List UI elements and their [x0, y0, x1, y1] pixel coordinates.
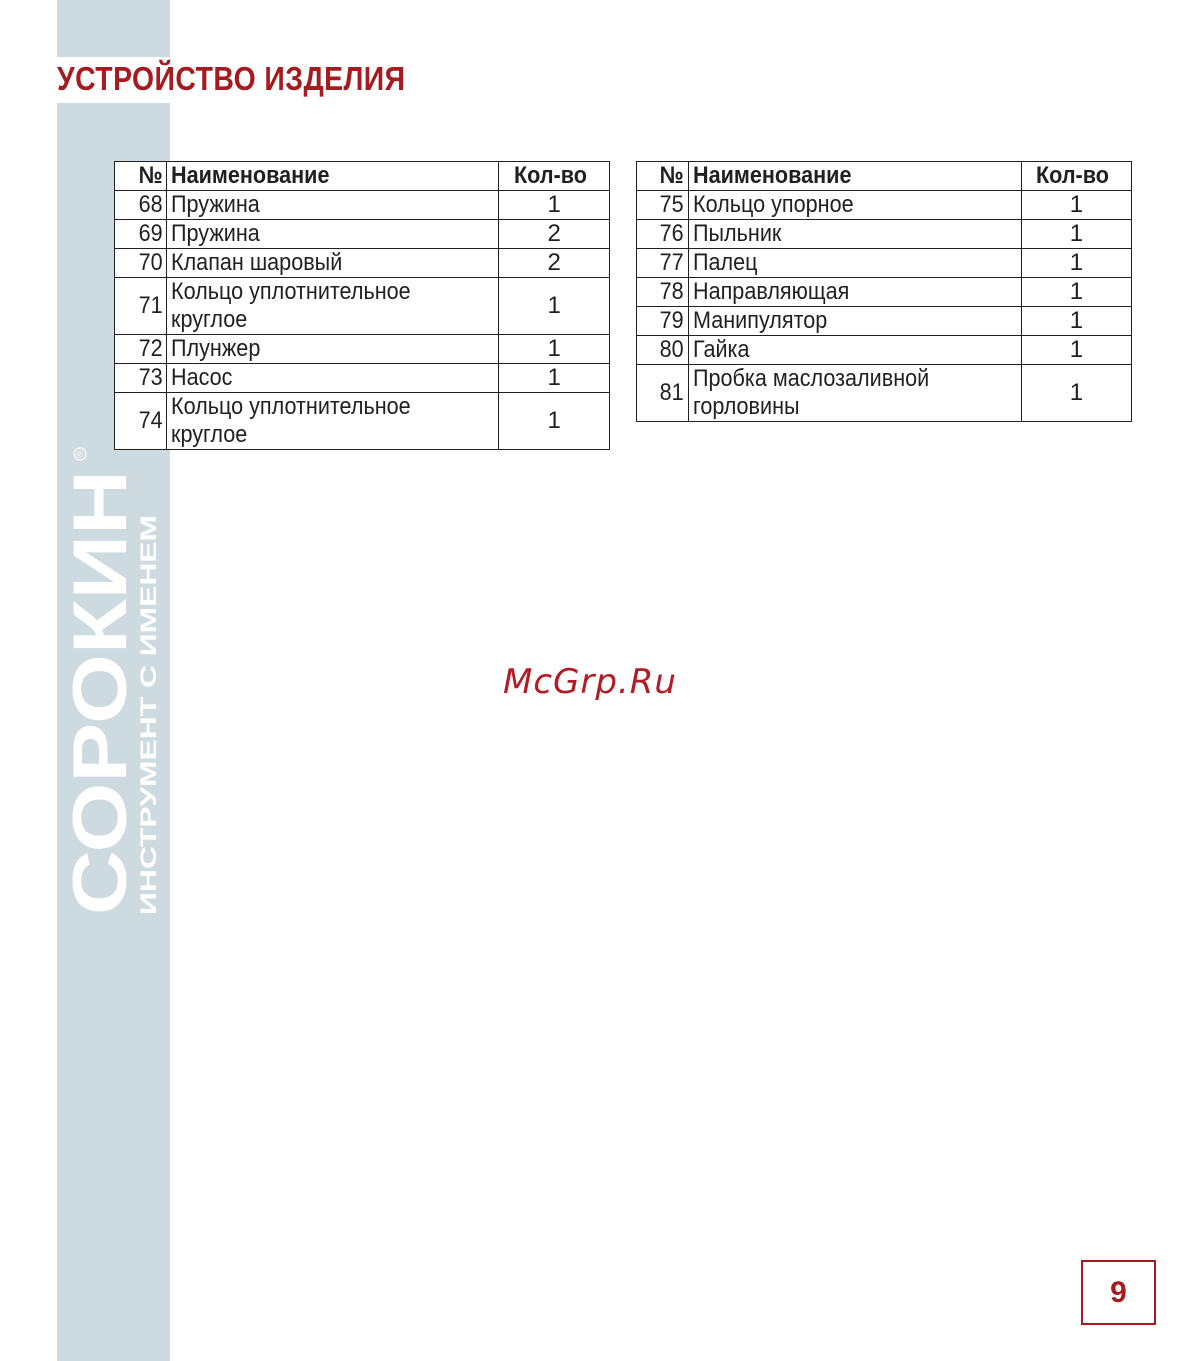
page-title: УСТРОЙСТВО ИЗДЕЛИЯ [57, 60, 406, 97]
table-header-row [637, 162, 1132, 191]
brand-tagline: ИНСТРУМЕНТ С ИМЕНЕМ [136, 638, 161, 915]
row-qty: 1 [1021, 336, 1131, 365]
table-row [115, 364, 610, 393]
row-qty: 2 [499, 220, 610, 249]
watermark-link[interactable]: McGrp.Ru [503, 662, 677, 702]
row-num: 80 [637, 336, 689, 365]
row-qty: 1 [499, 191, 610, 220]
row-name: Кольцо уплотнительное круглое [167, 278, 499, 335]
table-row [115, 249, 610, 278]
row-name: Направляющая [689, 278, 1022, 307]
row-num: 76 [637, 220, 689, 249]
table-row [637, 220, 1132, 249]
row-num: 79 [637, 307, 689, 336]
row-num: 78 [637, 278, 689, 307]
row-name: Манипулятор [689, 307, 1022, 336]
table-row [115, 278, 610, 335]
table-row [115, 220, 610, 249]
row-name: Пыльник [689, 220, 1022, 249]
row-qty: 1 [499, 364, 610, 393]
row-name: Пружина [167, 191, 499, 220]
column-header-num: № [637, 162, 689, 191]
row-name: Гайка [689, 336, 1022, 365]
table-row [637, 365, 1132, 422]
row-qty: 1 [1021, 191, 1131, 220]
brand-logo [66, 440, 166, 920]
column-header-qty: Кол-во [1021, 162, 1131, 191]
row-name: Пробка маслозаливной горловины [689, 365, 1022, 422]
row-num: 75 [637, 191, 689, 220]
parts-table-left [114, 161, 610, 450]
row-qty: 1 [1021, 220, 1131, 249]
page-number: 9 [1081, 1260, 1156, 1325]
table-row [637, 336, 1132, 365]
row-num: 74 [115, 393, 167, 450]
row-num: 81 [637, 365, 689, 422]
table-row [637, 307, 1132, 336]
row-qty: 1 [499, 335, 610, 364]
row-name: Палец [689, 249, 1022, 278]
row-num: 73 [115, 364, 167, 393]
row-qty: 1 [1021, 365, 1131, 422]
brand-name: СОРОКИН [66, 538, 143, 915]
table-row [115, 191, 610, 220]
row-name: Насос [167, 364, 499, 393]
column-header-num: № [115, 162, 167, 191]
row-name: Кольцо уплотнительное круглое [167, 393, 499, 450]
table-header-row [115, 162, 610, 191]
table-row [115, 393, 610, 450]
registered-mark: ® [75, 450, 83, 461]
row-name: Плунжер [167, 335, 499, 364]
column-header-name: Наименование [167, 162, 499, 191]
parts-table-right [636, 161, 1132, 422]
row-num: 77 [637, 249, 689, 278]
row-num: 72 [115, 335, 167, 364]
row-qty: 1 [499, 393, 610, 450]
row-qty: 1 [1021, 278, 1131, 307]
row-qty: 1 [499, 278, 610, 335]
row-num: 69 [115, 220, 167, 249]
row-qty: 1 [1021, 249, 1131, 278]
row-name: Пружина [167, 220, 499, 249]
column-header-name: Наименование [689, 162, 1022, 191]
table-row [637, 191, 1132, 220]
row-name: Кольцо упорное [689, 191, 1022, 220]
row-num: 68 [115, 191, 167, 220]
row-num: 71 [115, 278, 167, 335]
row-name: Клапан шаровый [167, 249, 499, 278]
table-row [637, 278, 1132, 307]
row-qty: 2 [499, 249, 610, 278]
row-num: 70 [115, 249, 167, 278]
column-header-qty: Кол-во [499, 162, 610, 191]
table-row [115, 335, 610, 364]
table-row [637, 249, 1132, 278]
row-qty: 1 [1021, 307, 1131, 336]
